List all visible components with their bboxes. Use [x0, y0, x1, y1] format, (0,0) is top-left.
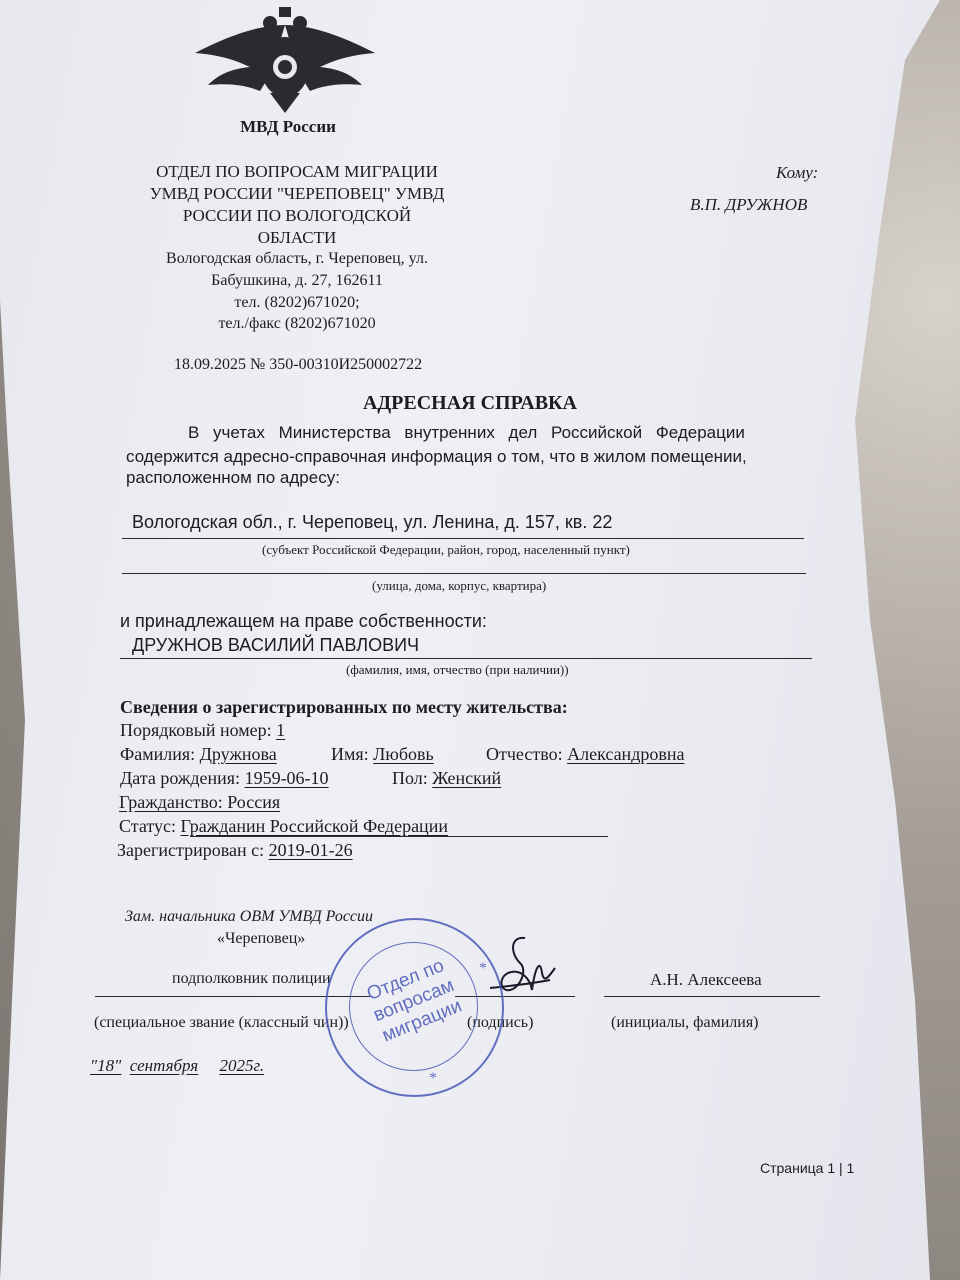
status-row — [119, 816, 599, 837]
owner-underline — [120, 658, 812, 659]
dob-value: 1959-06-10 — [244, 768, 329, 788]
recipient-label: Кому: — [776, 163, 819, 182]
recipient-name: В.П. ДРУЖНОВ — [690, 195, 808, 214]
patronymic-value: Александровна — [567, 744, 685, 764]
signer-name: А.Н. Алексеева — [650, 970, 762, 989]
dept-line-1: ОТДЕЛ ПО ВОПРОСАМ МИГРАЦИИ — [156, 162, 438, 181]
dob-row — [120, 768, 329, 789]
address-line-1: Вологодская область, г. Череповец, ул. — [166, 250, 428, 267]
sex-value: Женский — [432, 768, 502, 788]
owner-label: и принадлежащем на праве собственности: — [120, 611, 487, 631]
registered-heading: Сведения о зарегистрированных по месту жительства: — [120, 697, 568, 717]
dept-line-2: УМВД РОССИИ "ЧЕРЕПОВЕЦ" УМВД — [149, 184, 445, 203]
official-stamp — [325, 918, 504, 1097]
firstname-label: Имя: — [331, 744, 369, 764]
signer-position-1: Зам. начальника ОВМ УМВД России — [125, 908, 374, 925]
name-caption: (инициалы, фамилия) — [611, 1014, 759, 1031]
citizenship: Гражданство: Россия — [119, 792, 281, 812]
stamp-star-icon: * — [429, 1070, 437, 1087]
dept-line-4: ОБЛАСТИ — [257, 228, 337, 247]
number-row — [120, 720, 285, 741]
date-month: сентября — [129, 1056, 199, 1075]
number-value: 1 — [276, 720, 286, 740]
address-underline — [122, 538, 804, 539]
mvd-emblem-icon — [190, 5, 380, 115]
owner-name: ДРУЖНОВ ВАСИЛИЙ ПАВЛОВИЧ — [132, 635, 420, 655]
document-title: АДРЕСНАЯ СПРАВКА — [362, 392, 578, 414]
sign-caption: (подпись) — [467, 1014, 534, 1031]
street-underline — [122, 573, 806, 574]
intro-line-3: расположенном по адресу: — [126, 468, 340, 487]
rank-caption: (специальное звание (классный чин)) — [94, 1014, 349, 1031]
name-underline — [604, 996, 820, 997]
patronymic-label: Отчество: — [486, 744, 563, 764]
org-short-name: МВД России — [240, 117, 336, 136]
stamp-star-icon: * — [479, 960, 487, 977]
patronymic-row — [486, 744, 684, 765]
number-label: Порядковый номер: — [120, 720, 272, 740]
status-underline — [190, 836, 608, 837]
since-value: 2019-01-26 — [268, 840, 353, 860]
since-label: Зарегистрирован с: — [117, 840, 265, 860]
address-caption-1: (субъект Российской Федерации, район, город, населенный пункт) — [262, 542, 630, 557]
signer-rank: подполковник полиции — [172, 970, 331, 987]
address-caption-2: (улица, дома, корпус, квартира) — [372, 578, 547, 593]
dept-line-3: РОССИИ ПО ВОЛОГОДСКОЙ — [182, 206, 412, 225]
dob-label: Дата рождения: — [120, 768, 241, 788]
signer-position-2: «Череповец» — [217, 930, 306, 947]
date-row — [90, 1056, 264, 1076]
status-value: Гражданин Российской Федерации — [180, 816, 448, 836]
sex-row — [392, 768, 501, 789]
stamp-center-text: Отдел по вопросам миграции — [364, 955, 465, 1047]
date-year: 2025г. — [219, 1056, 265, 1075]
fax-line: тел./факс (8202)671020 — [218, 315, 376, 332]
status-label: Статус: — [119, 816, 176, 836]
page-number: Страница 1 | 1 — [760, 1160, 855, 1176]
surname-value: Дружнова — [199, 744, 277, 764]
firstname-row — [331, 744, 434, 765]
surname-row — [120, 744, 277, 765]
date-day: "18" — [90, 1056, 122, 1075]
phone-line: тел. (8202)671020; — [234, 294, 360, 311]
firstname-value: Любовь — [373, 744, 434, 764]
surname-label: Фамилия: — [120, 744, 196, 764]
reference-number: 18.09.2025 № 350-00310И250002722 — [174, 356, 423, 373]
since-row — [117, 840, 353, 861]
sex-label: Пол: — [392, 768, 428, 788]
property-address: Вологодская обл., г. Череповец, ул. Ленина, д. 157, кв. 22 — [132, 512, 613, 532]
intro-line-2: содержится адресно-справочная информация о том, что в жилом помещении, — [126, 447, 747, 466]
address-line-2: Бабушкина, д. 27, 162611 — [211, 272, 383, 289]
owner-caption: (фамилия, имя, отчество (при наличии)) — [346, 662, 569, 677]
intro-line-1: В учетах Министерства внутренних дел Российской Федерации — [188, 423, 745, 442]
